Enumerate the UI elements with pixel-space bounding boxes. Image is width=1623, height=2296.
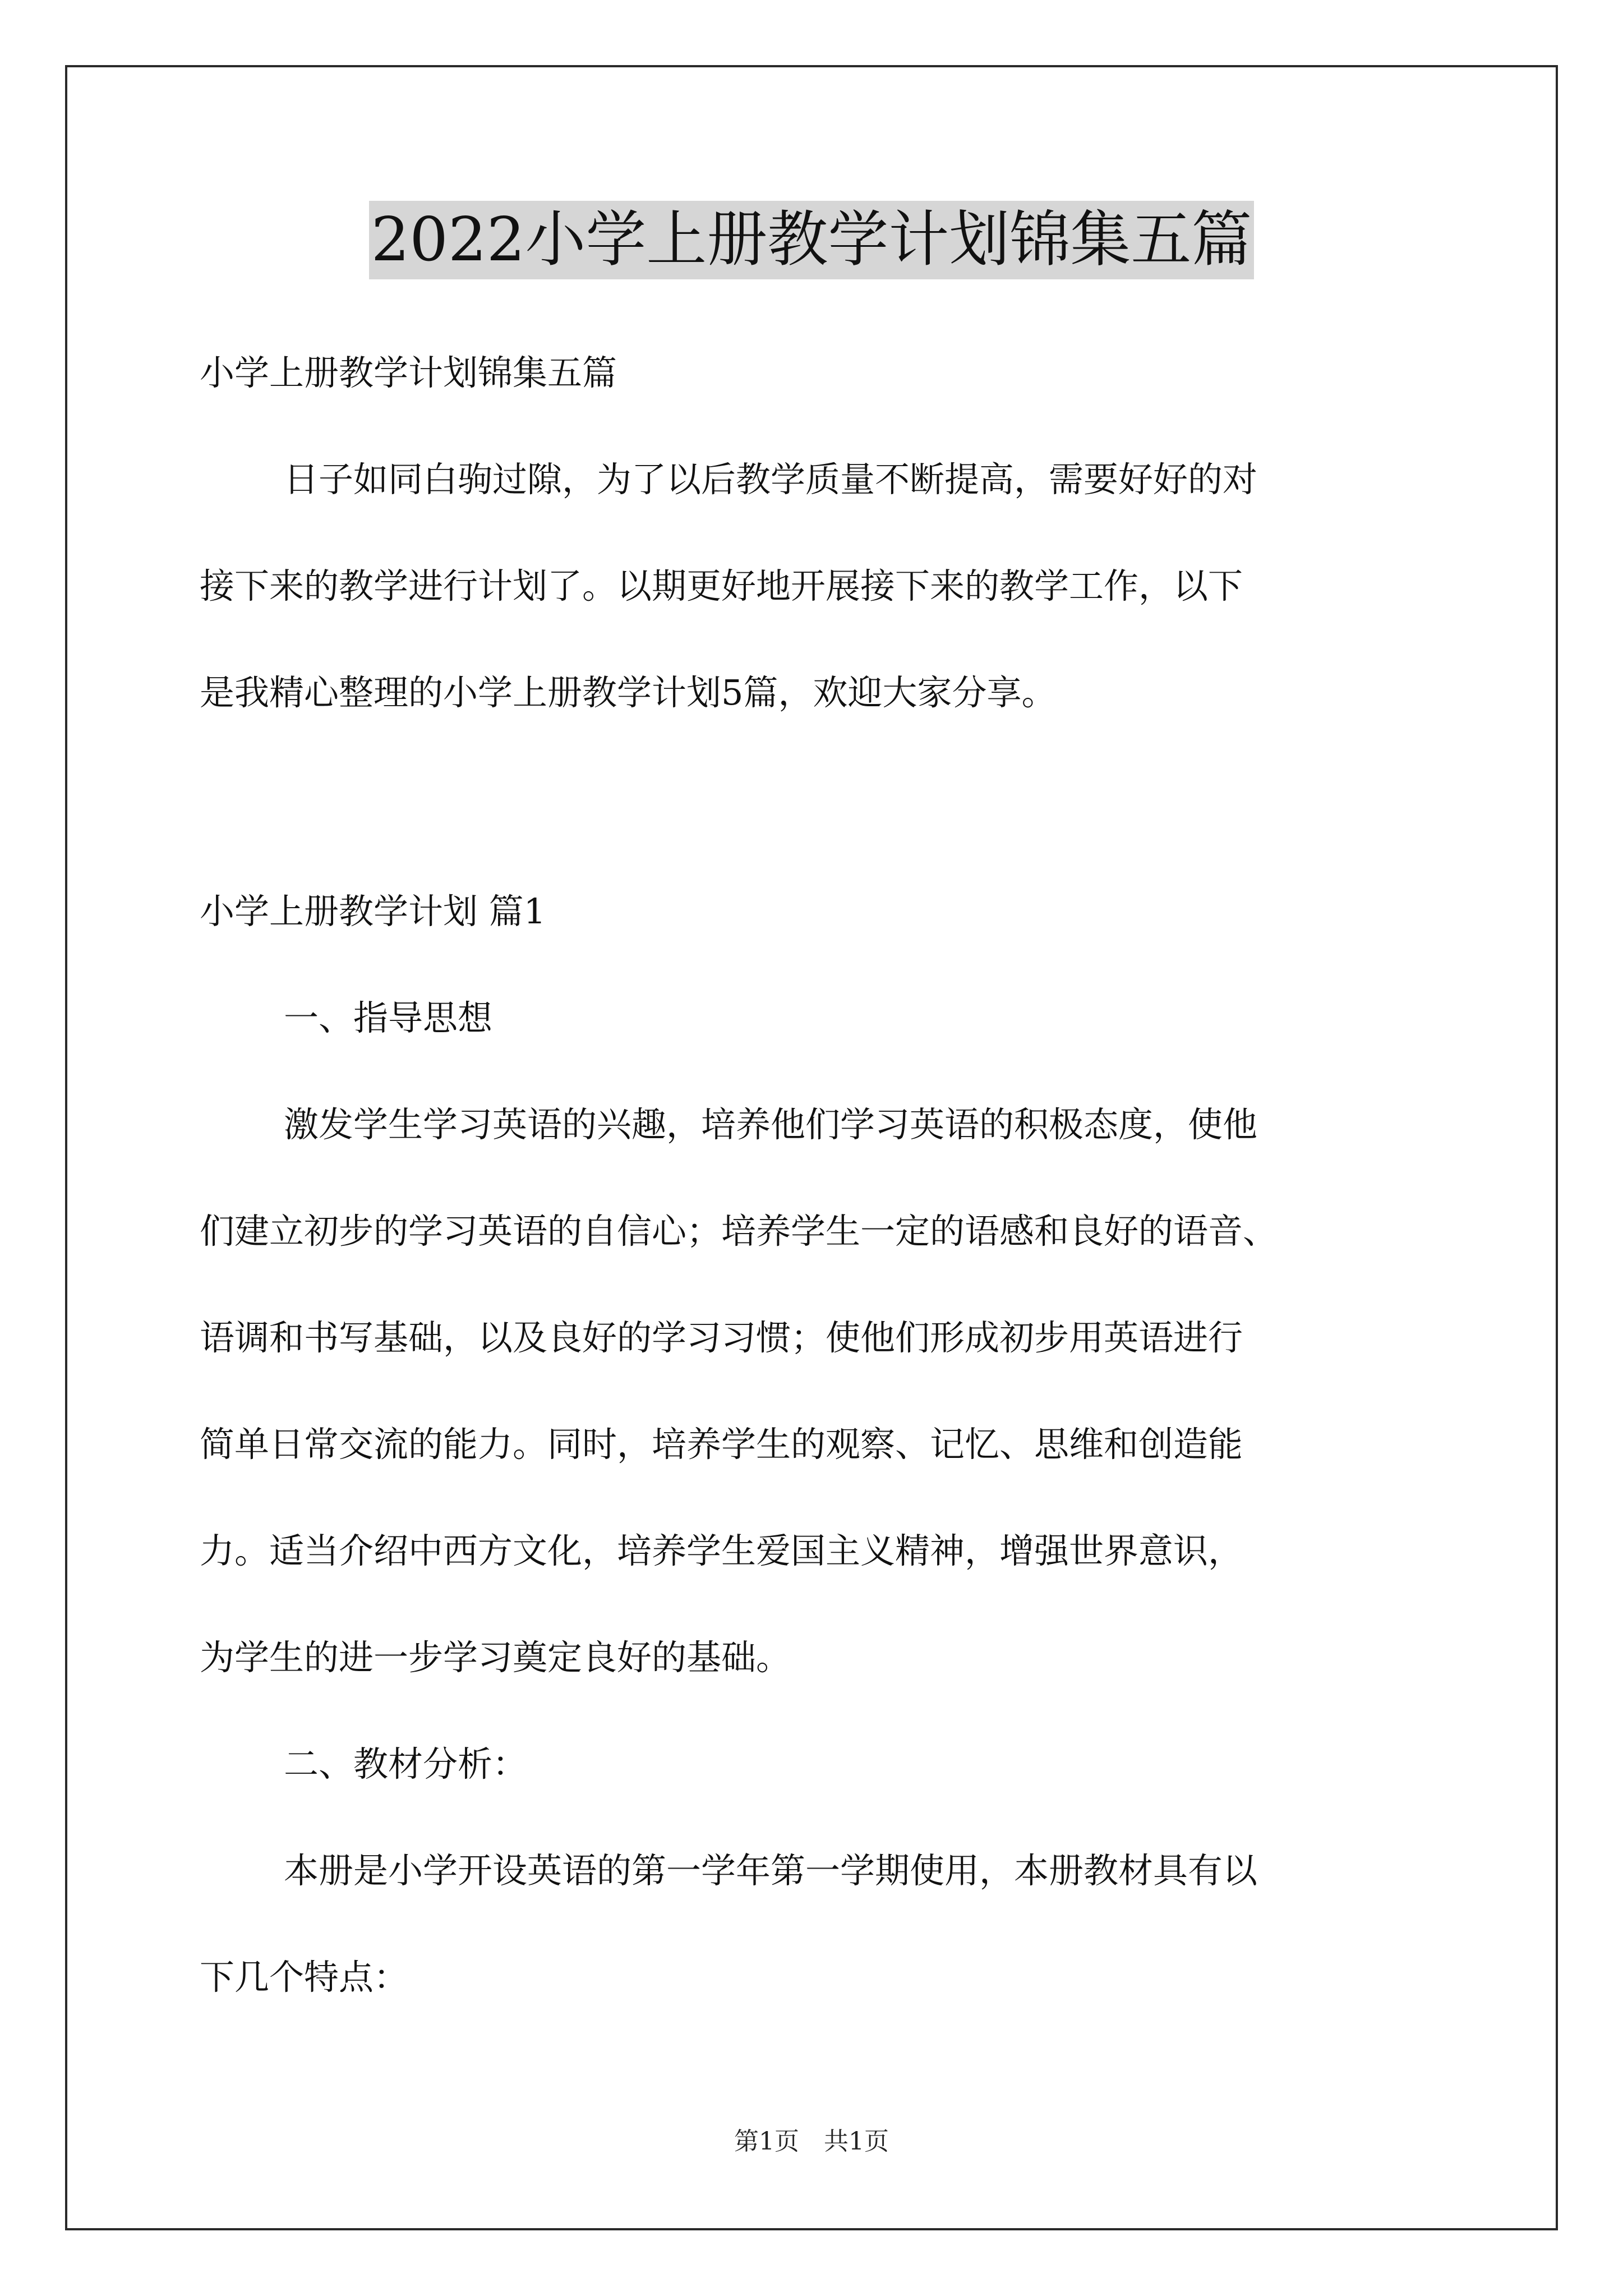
part2-line-1: 本册是小学开设英语的第一学年第一学期使用，本册教材具有以 (284, 1850, 1258, 1891)
intro-line-2: 接下来的教学进行计划了。以期更好地开展接下来的教学工作，以下 (200, 565, 1243, 606)
part1-line-6: 为学生的进一步学习奠定良好的基础。 (200, 1637, 791, 1678)
part1-line-5: 力。适当介绍中西方文化，培养学生爱国主义精神，增强世界意识， (200, 1530, 1243, 1571)
subtitle: 小学上册教学计划锦集五篇 (200, 352, 617, 393)
document-title: 2022小学上册教学计划锦集五篇 (369, 201, 1255, 279)
intro-line-3: 是我精心整理的小学上册教学计划5篇，欢迎大家分享。 (200, 672, 1057, 713)
part2-heading: 二、教材分析： (284, 1743, 528, 1784)
part2-line-2: 下几个特点： (200, 1957, 409, 1998)
part1-line-3: 语调和书写基础，以及良好的学习习惯；使他们形成初步用英语进行 (200, 1317, 1243, 1358)
page-footer: 第1页 共1页 (734, 2127, 889, 2156)
title-container (0, 201, 1623, 279)
intro-line-1: 日子如同白驹过隙，为了以后教学质量不断提高，需要好好的对 (284, 459, 1258, 500)
part1-heading: 一、指导思想 (284, 997, 493, 1038)
section-heading: 小学上册教学计划 篇1 (200, 891, 546, 932)
part1-line-1: 激发学生学习英语的兴趣，培养他们学习英语的积极态度，使他 (284, 1104, 1258, 1145)
part1-line-2: 们建立初步的学习英语的自信心；培养学生一定的语感和良好的语音、 (200, 1211, 1278, 1251)
part1-line-4: 简单日常交流的能力。同时，培养学生的观察、记忆、思维和创造能 (200, 1424, 1243, 1465)
